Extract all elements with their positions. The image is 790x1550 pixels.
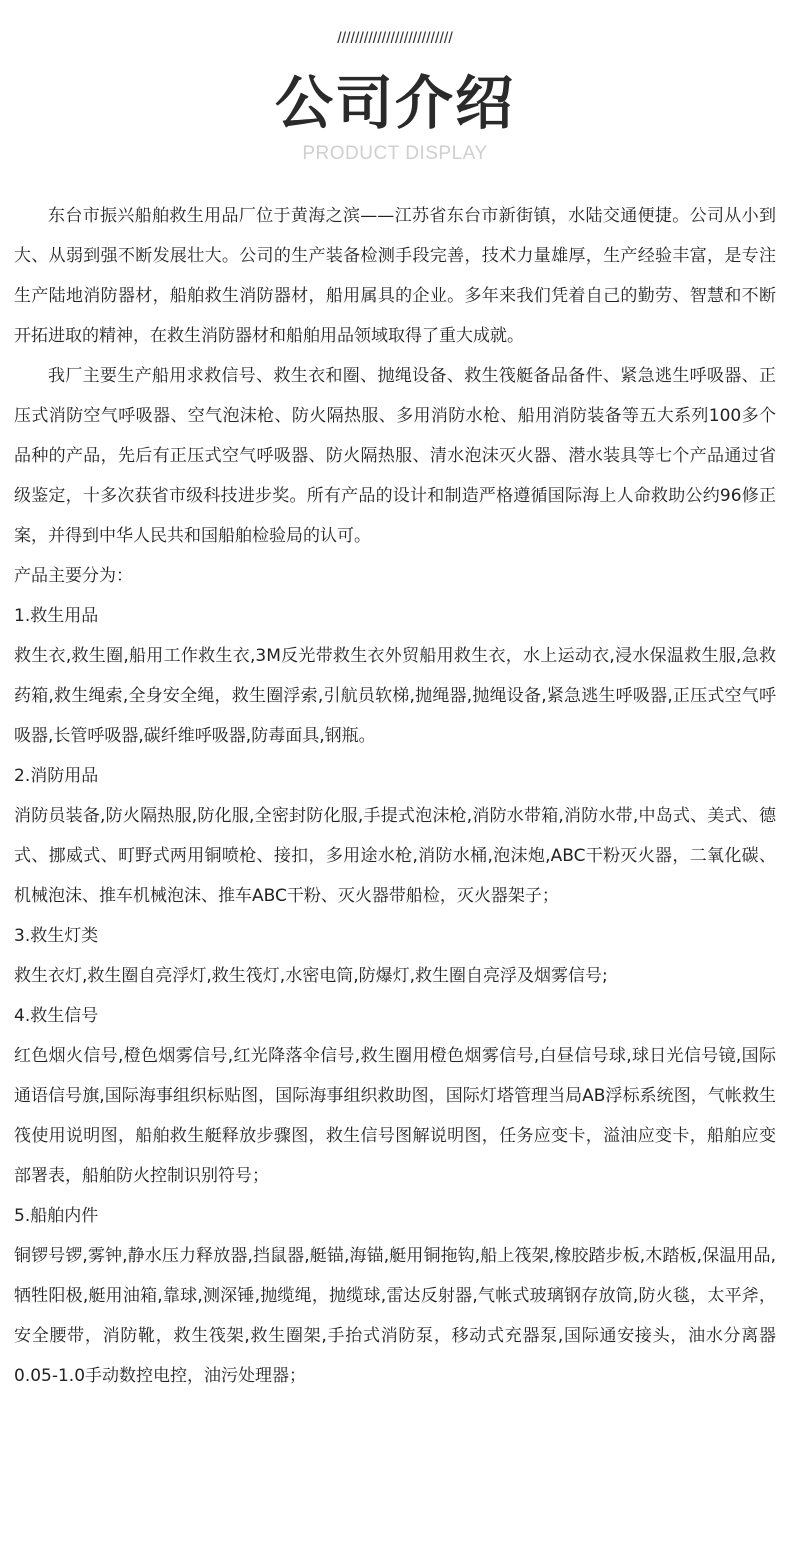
page-subtitle: PRODUCT DISPLAY	[302, 143, 488, 164]
title-decoration: //////////////////////////	[337, 30, 453, 47]
category-title: 4.救生信号	[14, 1006, 99, 1026]
category-items: 救生衣,救生圈,船用工作救生衣,3M反光带救生衣外贸船用救生衣，水上运动衣,浸水保温救生服,急救药箱,救生绳索,全身安全绳，救生圈浮索,引航员软梯,抛绳器,抛绳设备,紧急逃生呼吸器,正压式空气呼吸器,长管呼吸器,碳纤维呼吸器,防毒面具,钢瓶。	[14, 646, 776, 746]
page-title: 公司介绍	[274, 69, 515, 137]
category-title: 2.消防用品	[14, 766, 99, 786]
category-items: 消防员装备,防火隔热服,防化服,全密封防化服,手提式泡沫枪,消防水带箱,消防水带,中岛式、美式、德式、挪威式、町野式两用铜喷枪、接扣，多用途水枪,消防水桶,泡沫炮,ABC干粉灭火器，二氧化碳、机械泡沫、推车机械泡沫、推车ABC干粉、灭火器带船检，灭火器架子；	[14, 806, 776, 906]
products-heading: 产品主要分为：	[14, 566, 133, 586]
category-title: 5.船舶内件	[14, 1206, 99, 1226]
intro-paragraph-1: 东台市振兴船舶救生用品厂位于黄海之滨——江苏省东台市新街镇，水陆交通便捷。公司从小到大、从弱到强不断发展壮大。公司的生产装备检测手段完善，技术力量雄厚，生产经验丰富，是专注生产陆地消防器材，船舶救生消防器材，船用属具的企业。多年来我们凭着自己的勤劳、智慧和不断开拓进取的精神，在救生消防器材和船舶用品领域取得了重大成就。	[14, 206, 776, 346]
category-items: 铜锣号锣,雾钟,静水压力释放器,挡鼠器,艇锚,海锚,艇用铜拖钩,船上筏架,橡胶踏步板,木踏板,保温用品,牺牲阳极,艇用油箱,靠球,测深锤,抛缆绳，抛缆球,雷达反射器,气帐式玻璃钢存放筒,防火毯，太平斧，安全腰带，消防靴，救生筏架,救生圈架,手抬式消防泵，移动式充器泵,国际通安接头，油水分离器0.05-1.0手动数控电控，油污处理器；	[14, 1246, 776, 1386]
company-description	[14, 196, 776, 1396]
intro-paragraph-2: 我厂主要生产船用求救信号、救生衣和圈、抛绳设备、救生筏艇备品备件、紧急逃生呼吸器、正压式消防空气呼吸器、空气泡沫枪、防火隔热服、多用消防水枪、船用消防装备等五大系列100多个品种的产品，先后有正压式空气呼吸器、防火隔热服、清水泡沫灭火器、潜水装具等七个产品通过省级鉴定，十多次获省市级科技进步奖。所有产品的设计和制造严格遵循国际海上人命救助公约96修正案，并得到中华人民共和国船舶检验局的认可。	[14, 366, 776, 546]
category-title: 1.救生用品	[14, 606, 99, 626]
category-items: 救生衣灯,救生圈自亮浮灯,救生筏灯,水密电筒,防爆灯,救生圈自亮浮及烟雾信号;	[14, 966, 608, 986]
category-title: 3.救生灯类	[14, 926, 99, 946]
category-items: 红色烟火信号,橙色烟雾信号,红光降落伞信号,救生圈用橙色烟雾信号,白昼信号球,球日光信号镜,国际通语信号旗,国际海事组织标贴图，国际海事组织救助图，国际灯塔管理当局AB浮标系统图，气帐救生筏使用说明图，船舶救生艇释放步骤图，救生信号图解说明图，任务应变卡，溢油应变卡，船舶应变部署表，船舶防火控制识别符号；	[14, 1046, 776, 1186]
